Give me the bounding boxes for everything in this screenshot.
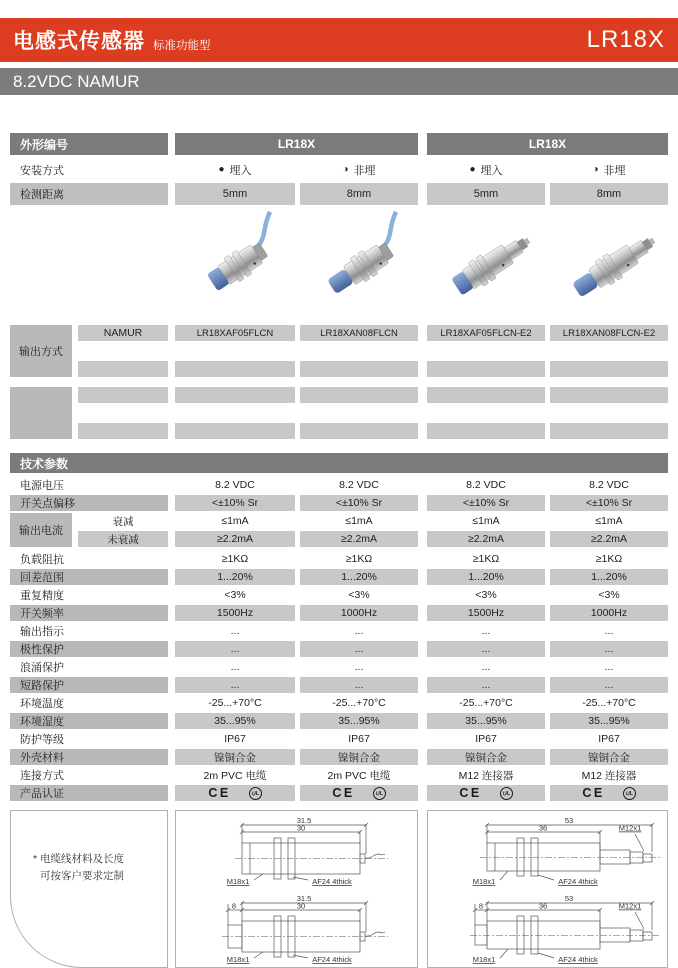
mounting-cell — [427, 158, 545, 181]
spec-label: 外壳材料 — [10, 749, 168, 765]
spec-sublabel: 未衰减 — [78, 531, 168, 547]
output-model-row — [78, 325, 668, 341]
selection-header-row — [10, 133, 668, 155]
spec-value-cell: M12 连接器 — [458, 769, 514, 782]
distance-value: 5mm — [427, 183, 545, 205]
spec-value-cell: 35...95% — [550, 713, 668, 729]
spec-label: 回差范围 — [10, 569, 168, 585]
spec-value-cell: ... — [300, 641, 418, 657]
certification-cell — [427, 785, 545, 801]
spec-label: 开关点偏移 — [10, 495, 168, 511]
spec-value-cell: 2m PVC 电缆 — [327, 769, 391, 782]
spec-value-cell: ... — [427, 641, 545, 657]
output-mode-group-2 — [10, 387, 668, 441]
mounting-text: 非埋 — [353, 164, 376, 177]
svg-text:AF24 4thick: AF24 4thick — [312, 955, 352, 964]
spec-value-cell: ≥1KΩ — [472, 553, 500, 565]
mounting-label: 安装方式 — [20, 164, 64, 177]
spec-value-cell: 1...20% — [300, 569, 418, 585]
spec-row-15 — [10, 749, 668, 765]
spec-value-cell: ... — [550, 677, 668, 693]
note-line-2: 可按客户要求定制 — [40, 869, 124, 882]
spec-value-cell: ... — [427, 677, 545, 693]
spec-row-11 — [10, 677, 668, 693]
page-title: 电感式传感器 — [13, 30, 145, 53]
empty-cell — [427, 423, 545, 439]
spec-value-cell: ... — [175, 677, 295, 693]
svg-text:30: 30 — [296, 823, 306, 833]
spec-value-cell: ... — [354, 625, 364, 637]
sensor-cable-flush-photo — [175, 207, 295, 324]
spec-label: 产品认证 — [10, 785, 168, 801]
spec-value-cell: 8.2 VDC — [466, 479, 506, 491]
tech-section-title: 技术参数 — [20, 456, 69, 471]
output-empty-row — [78, 361, 668, 377]
mounting-row — [10, 158, 668, 181]
svg-text:36: 36 — [538, 823, 548, 833]
dimension-drawing-cable-nonflush — [180, 892, 413, 964]
mounting-text: 埋入 — [229, 164, 252, 177]
dimension-drawing-connector-flush — [432, 814, 663, 886]
mounting-cell — [175, 158, 295, 181]
svg-text:36: 36 — [538, 901, 548, 911]
svg-text:30: 30 — [296, 901, 306, 911]
series-bar — [0, 68, 678, 95]
spec-row-7 — [10, 605, 668, 621]
spec-value-cell: ≥1KΩ — [595, 553, 623, 565]
note-line-1: * 电缆线材料及长度 — [33, 853, 125, 865]
output-empty-row — [78, 405, 668, 421]
spec-value-cell: ≥1KΩ — [221, 553, 249, 565]
spec-value-cell: ≥2.2mA — [175, 531, 295, 547]
svg-text:M18x1: M18x1 — [472, 955, 496, 964]
spec-label: 连接方式 — [20, 770, 64, 782]
connector-drawings-box — [427, 810, 668, 968]
spec-value-cell: 镍铜合金 — [175, 749, 295, 765]
distance-value: 8mm — [300, 183, 418, 205]
empty-cell — [175, 423, 295, 439]
ce-mark-icon: CE — [582, 786, 605, 800]
svg-text:M12x1: M12x1 — [618, 823, 642, 833]
empty-cell — [78, 423, 168, 439]
spec-row-attenuated — [78, 513, 668, 529]
spec-label: 环境温度 — [20, 698, 64, 710]
spec-label: 环境湿度 — [10, 713, 168, 729]
distance-label: 检测距离 — [10, 183, 168, 205]
svg-text:M12x1: M12x1 — [618, 901, 642, 911]
output-empty-row — [78, 423, 668, 439]
spec-table — [10, 477, 668, 801]
spec-row-9 — [10, 641, 668, 657]
spec-value-cell: <±10% Sr — [300, 495, 418, 511]
spec-row-13 — [10, 713, 668, 729]
spec-value-cell: 镍铜合金 — [550, 749, 668, 765]
spec-label: 防护等级 — [20, 734, 64, 746]
ce-mark-icon: CE — [332, 786, 355, 800]
spec-value-cell: 1000Hz — [550, 605, 668, 621]
svg-text:53: 53 — [564, 894, 574, 903]
mounting-text: 埋入 — [480, 164, 503, 177]
output-empty-row — [78, 343, 668, 359]
spec-value-cell: ... — [604, 661, 614, 673]
certification-cell — [550, 785, 668, 801]
group-header-2: LR18X — [427, 133, 668, 155]
spec-value-cell: -25...+70°C — [208, 697, 262, 709]
spec-value-cell: <3% — [475, 589, 497, 601]
spec-value-cell: 镍铜合金 — [300, 749, 418, 765]
cable-drawings-box — [175, 810, 418, 968]
spec-row-4 — [10, 551, 668, 567]
spec-value-cell: ... — [550, 641, 668, 657]
spec-value-cell: 35...95% — [427, 713, 545, 729]
output-current-label: 输出电流 — [10, 513, 72, 547]
spec-value-cell: ≤1mA — [472, 515, 500, 527]
product-photo-row — [10, 207, 668, 324]
empty-cell — [78, 361, 168, 377]
empty-cell — [300, 387, 418, 403]
footer — [10, 810, 668, 968]
spec-row-1 — [10, 495, 668, 511]
empty-cell — [427, 387, 545, 403]
empty-cell — [300, 423, 418, 439]
ce-mark-icon: CE — [459, 786, 482, 800]
group-header-1: LR18X — [175, 133, 418, 155]
output-mode-label-empty — [10, 387, 72, 439]
spec-row-8 — [10, 623, 668, 639]
svg-text:8: 8 — [231, 901, 237, 911]
ul-mark-icon: UL — [499, 786, 514, 801]
spec-value-cell: 1...20% — [550, 569, 668, 585]
spec-row-16 — [10, 767, 668, 783]
model-number-cell: LR18XAF05FLCN — [175, 325, 295, 341]
spec-value-cell: 1500Hz — [175, 605, 295, 621]
page-subtitle: 标准功能型 — [153, 39, 211, 52]
spec-value-cell: ... — [354, 661, 364, 673]
spec-value-cell: IP67 — [475, 733, 497, 745]
series-label: 8.2VDC NAMUR — [13, 71, 140, 91]
spec-label: 电源电压 — [20, 480, 64, 492]
spec-value-cell: ... — [230, 625, 240, 637]
spec-row-12 — [10, 695, 668, 711]
spec-value-cell: 2m PVC 电缆 — [203, 769, 267, 782]
ul-mark-icon: UL — [372, 786, 387, 801]
output-mode-label: 输出方式 — [10, 325, 72, 377]
photo-row-spacer — [10, 207, 168, 324]
empty-cell — [175, 387, 295, 403]
spec-row-unattenuated — [78, 531, 668, 547]
spec-value-cell: ... — [300, 677, 418, 693]
dimension-drawing-cable-flush — [180, 814, 413, 886]
nonflush-mount-icon: ◑ — [592, 164, 599, 175]
empty-cell — [175, 361, 295, 377]
spec-value-cell: ... — [481, 661, 491, 673]
spec-value-cell: 35...95% — [300, 713, 418, 729]
spec-value-cell: -25...+70°C — [582, 697, 636, 709]
spec-value-cell: 35...95% — [175, 713, 295, 729]
empty-cell — [300, 361, 418, 377]
spec-label: 极性保护 — [10, 641, 168, 657]
output-mode-group-1 — [10, 325, 668, 379]
spec-value-cell: ≥2.2mA — [300, 531, 418, 547]
flush-mount-icon: ● — [218, 164, 225, 175]
spec-label: 短路保护 — [10, 677, 168, 693]
sensor-connector-flush-photo — [427, 207, 545, 324]
model-number-cell: LR18XAN08FLCN-E2 — [550, 325, 668, 341]
mounting-text: 非埋 — [603, 164, 626, 177]
certification-cell — [175, 785, 295, 801]
mounting-cell — [550, 158, 668, 181]
svg-text:8: 8 — [478, 901, 484, 911]
spec-value-cell: 1...20% — [427, 569, 545, 585]
spec-label: 输出指示 — [20, 626, 64, 638]
spec-value-cell: ≥2.2mA — [550, 531, 668, 547]
empty-cell — [550, 361, 668, 377]
spec-row-6 — [10, 587, 668, 603]
spec-row-10 — [10, 659, 668, 675]
sensing-distance-row — [10, 183, 668, 205]
nonflush-mount-icon: ◑ — [342, 164, 349, 175]
page-header — [0, 18, 678, 62]
svg-text:M18x1: M18x1 — [472, 877, 496, 886]
spec-value-cell: ... — [481, 625, 491, 637]
spec-value-cell: 1000Hz — [300, 605, 418, 621]
svg-text:AF24 4thick: AF24 4thick — [558, 955, 598, 964]
dimension-drawing-connector-nonflush — [432, 892, 663, 964]
sensor-cable-nonflush-photo — [300, 207, 418, 324]
spec-label: 负载阻抗 — [20, 554, 64, 566]
ul-mark-icon: UL — [622, 786, 637, 801]
spec-value-cell: 8.2 VDC — [339, 479, 379, 491]
spec-label: 浪涌保护 — [20, 662, 64, 674]
spec-sublabel: 衰减 — [112, 515, 134, 528]
empty-cell — [427, 361, 545, 377]
spec-label: 开关频率 — [10, 605, 168, 621]
spec-value-cell: <±10% Sr — [427, 495, 545, 511]
svg-text:AF24 4thick: AF24 4thick — [312, 877, 352, 886]
output-current-rows — [10, 513, 668, 549]
svg-text:AF24 4thick: AF24 4thick — [558, 877, 598, 886]
ul-mark-icon: UL — [248, 786, 263, 801]
spec-value-cell: -25...+70°C — [332, 697, 386, 709]
spec-value-cell: M12 连接器 — [581, 769, 637, 782]
svg-text:M18x1: M18x1 — [226, 877, 250, 886]
spec-row-14 — [10, 731, 668, 747]
spec-value-cell: <±10% Sr — [550, 495, 668, 511]
spec-value-cell: <3% — [598, 589, 620, 601]
mounting-cell — [300, 158, 418, 181]
spec-value-cell: ... — [175, 641, 295, 657]
ce-mark-icon: CE — [208, 786, 231, 800]
spec-row-0 — [10, 477, 668, 493]
spec-value-cell: 1500Hz — [427, 605, 545, 621]
spec-value-cell: IP67 — [348, 733, 370, 745]
svg-text:31.5: 31.5 — [296, 816, 312, 825]
spec-label: 重复精度 — [20, 590, 64, 602]
spec-value-cell: ≤1mA — [595, 515, 623, 527]
page — [0, 18, 678, 968]
svg-text:53: 53 — [564, 816, 574, 825]
distance-value: 8mm — [550, 183, 668, 205]
spec-row-5 — [10, 569, 668, 585]
spec-value-cell: IP67 — [598, 733, 620, 745]
spec-value-cell: ≤1mA — [221, 515, 249, 527]
empty-cell — [550, 387, 668, 403]
spec-value-cell: ≥2.2mA — [427, 531, 545, 547]
svg-text:31.5: 31.5 — [296, 894, 312, 903]
spec-value-cell: ... — [604, 625, 614, 637]
selection-table — [10, 133, 668, 441]
output-type-cell: NAMUR — [78, 325, 168, 341]
spec-value-cell: 8.2 VDC — [215, 479, 255, 491]
distance-value: 5mm — [175, 183, 295, 205]
empty-cell — [550, 423, 668, 439]
sensor-connector-nonflush-photo — [550, 207, 668, 324]
spec-value-cell: IP67 — [224, 733, 246, 745]
model-number-cell: LR18XAN08FLCN — [300, 325, 418, 341]
spec-value-cell: 镍铜合金 — [427, 749, 545, 765]
model-name: LR18X — [586, 26, 665, 53]
spec-value-cell: ... — [230, 661, 240, 673]
corner-header-cell: 外形编号 — [10, 133, 168, 155]
svg-text:M18x1: M18x1 — [226, 955, 250, 964]
spec-value-cell: <3% — [348, 589, 370, 601]
spec-value-cell: <3% — [224, 589, 246, 601]
spec-value-cell: ≥1KΩ — [345, 553, 373, 565]
spec-value-cell: -25...+70°C — [459, 697, 513, 709]
output-empty-row — [78, 387, 668, 403]
spec-value-cell: 8.2 VDC — [589, 479, 629, 491]
empty-cell — [78, 387, 168, 403]
tech-section-header — [10, 453, 668, 473]
spec-value-cell: 1...20% — [175, 569, 295, 585]
spec-value-cell: ≤1mA — [345, 515, 373, 527]
spec-value-cell: <±10% Sr — [175, 495, 295, 511]
certification-cell — [300, 785, 418, 801]
model-number-cell: LR18XAF05FLCN-E2 — [427, 325, 545, 341]
flush-mount-icon: ● — [469, 164, 476, 175]
cable-note-box — [10, 810, 168, 968]
spec-row-certification — [10, 785, 668, 801]
